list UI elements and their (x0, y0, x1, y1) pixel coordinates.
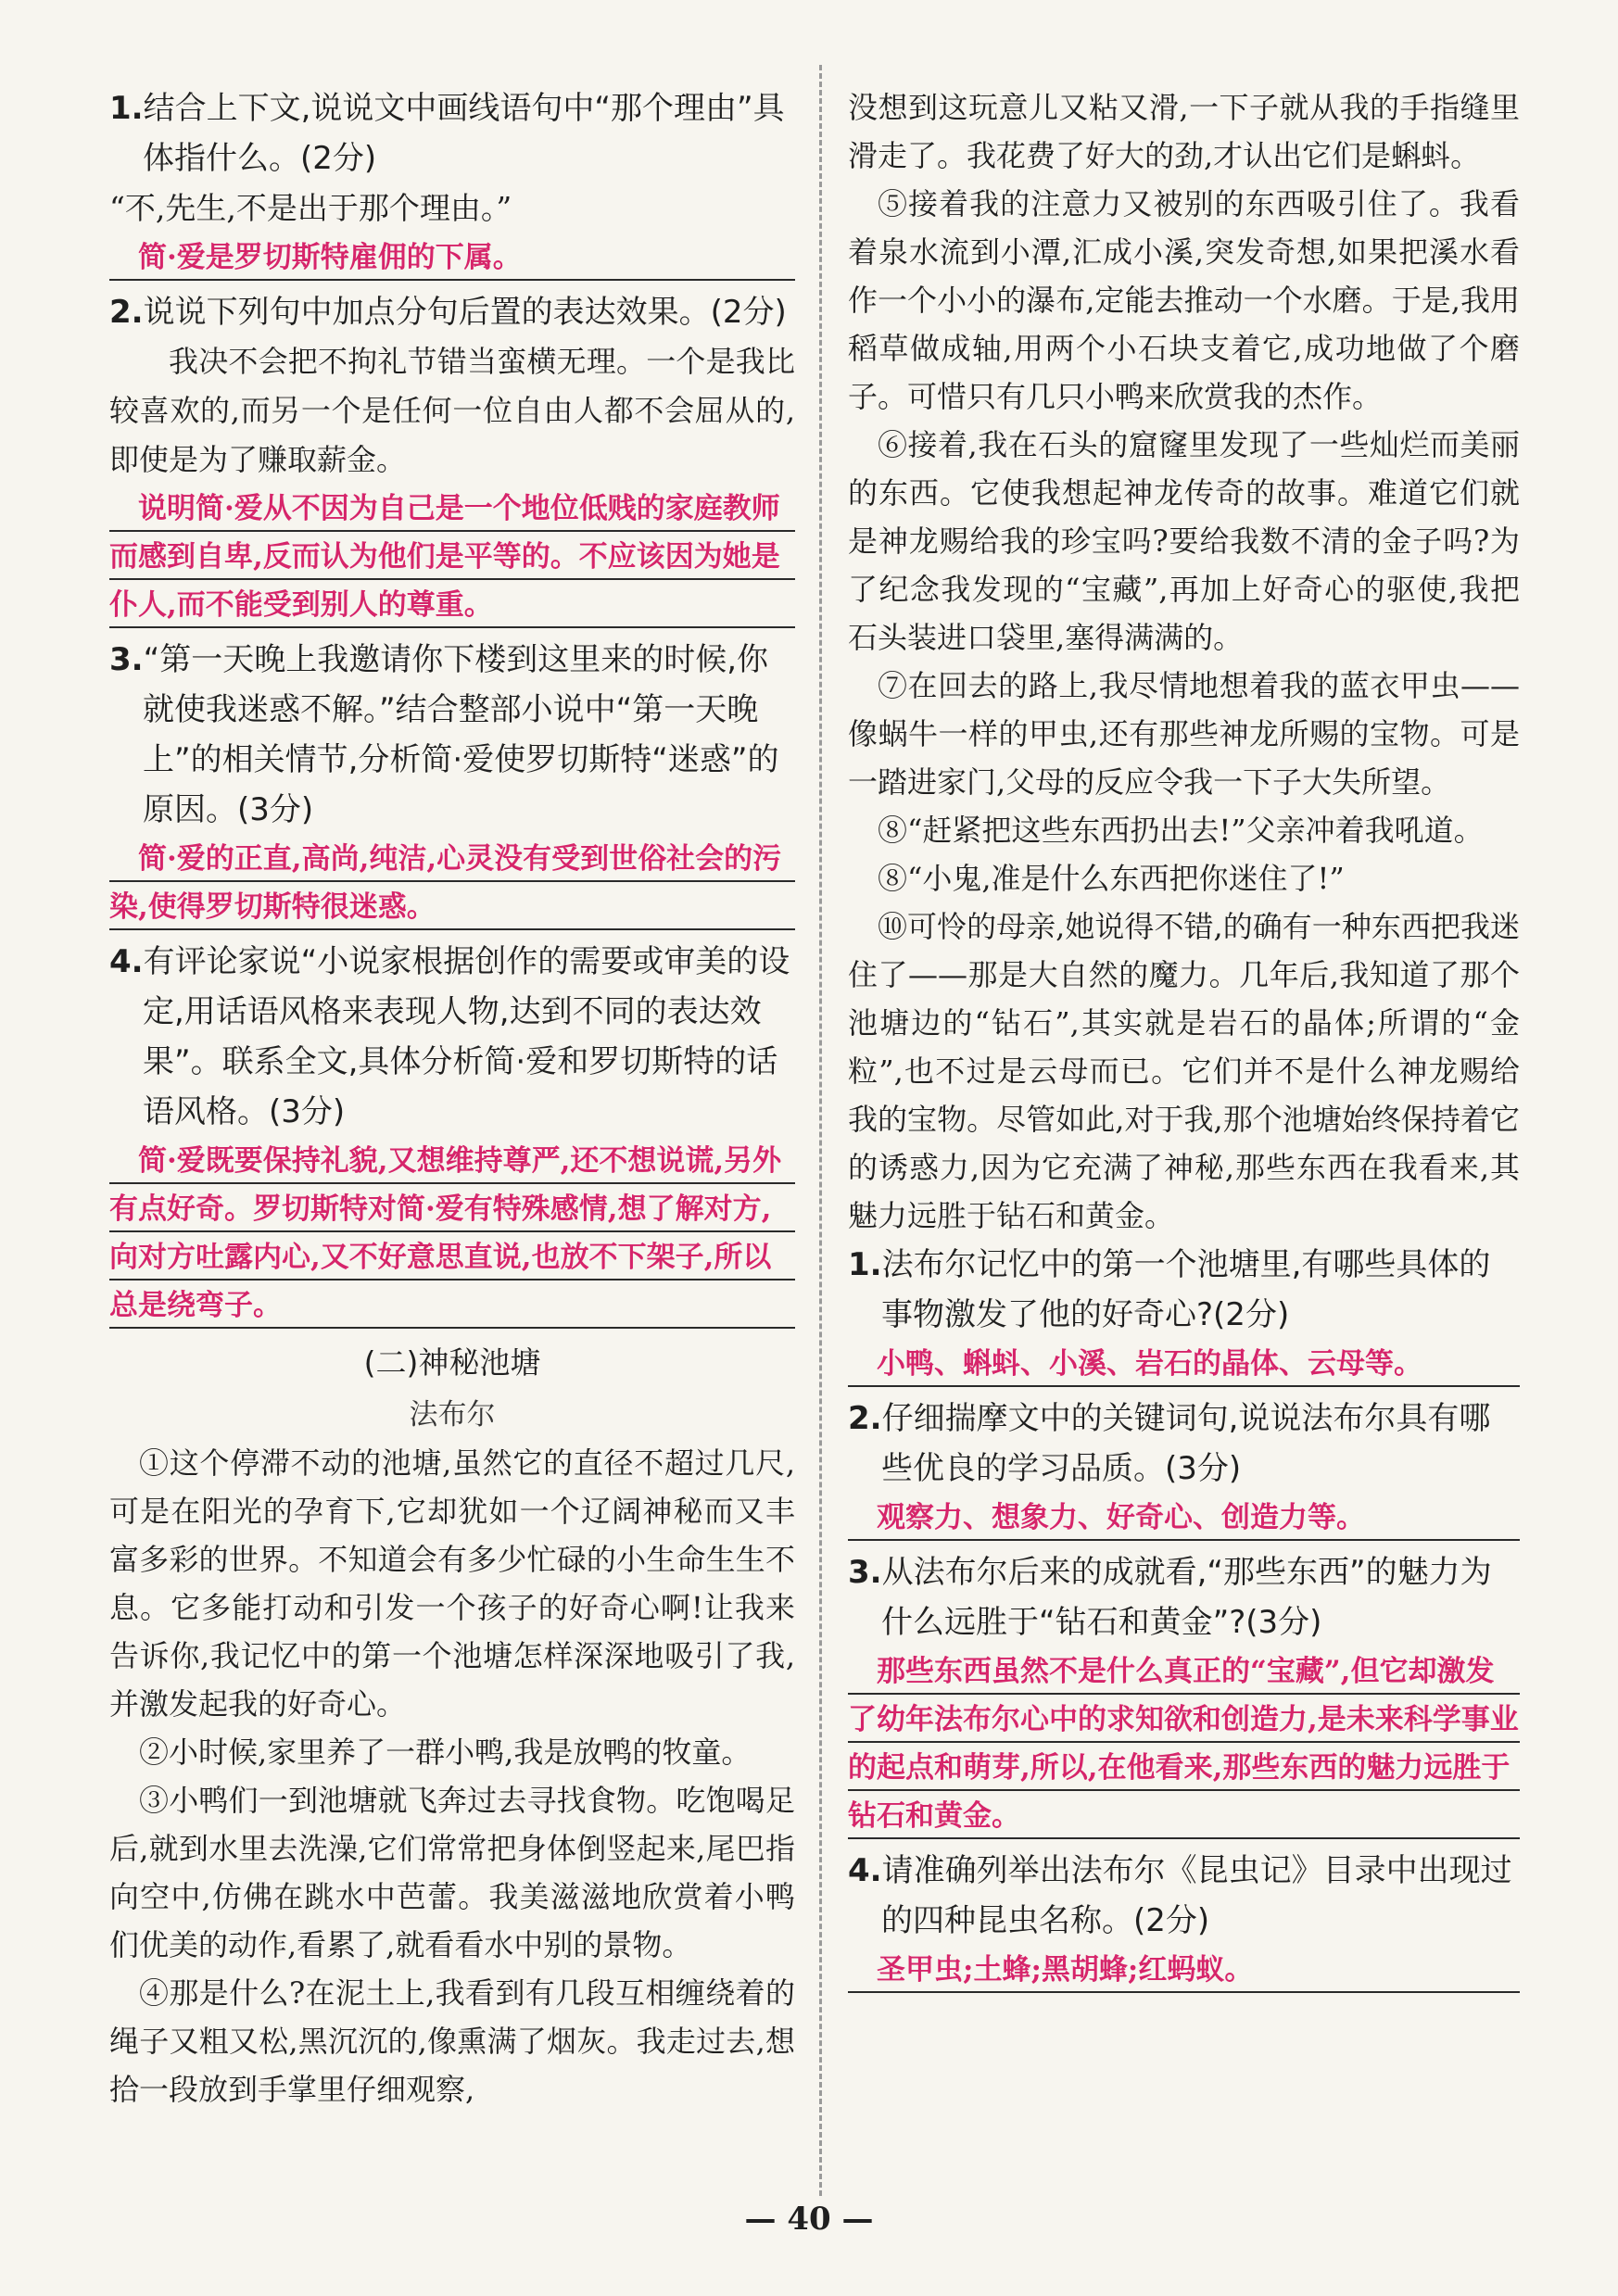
passage-paragraph: ⑧“小鬼,准是什么东西把你迷住了!” (878, 861, 1345, 896)
right-column (848, 83, 1520, 2000)
answer-text: 观察力、想象力、好奇心、创造力等。 (848, 1494, 1520, 1542)
passage-paragraph: ⑦在回去的路上,我尽情地想着我的蓝衣甲虫——像蜗牛一样的甲虫,还有那些神龙所赐的宝物。可是一踏进家门,父母的反应令我一下子大失所望。 (848, 668, 1520, 800)
question-3 (109, 635, 795, 931)
question-number: 2. (109, 294, 144, 331)
passage-paragraph: ③小鸭们一到池塘就飞奔过去寻找食物。吃饱喝足后,就到水里去洗澡,它们常常把身体倒竖起来,尾巴指向空中,仿佛在跳水中芭蕾。我美滋滋地欣赏着小鸭们优美的动作,看累了,就看看水中别的景物。 (109, 1783, 795, 1962)
section-title: (二)神秘池塘 (363, 1344, 541, 1381)
question-number: 1. (109, 90, 144, 127)
left-column (109, 83, 795, 2113)
question-text: “第一天晚上我邀请你下楼到这里来的时候,你就使我迷惑不解。”结合整部小说中“第一天晚上”的相关情节,分析简·爱使罗切斯特“迷惑”的原因。(3分) (143, 641, 779, 828)
question-number: 3. (109, 641, 144, 678)
passage-paragraph: ⑩可怜的母亲,她说得不错,的确有一种东西把我迷住了——那是大自然的魔力。几年后,我知道了那个池塘边的“钻石”,其实就是岩石的晶体;所谓的“金粒”,也不过是云母而已。它们并不是什么神龙赐给我的宝物。尽管如此,对于我,那个池塘始终保持着它的诱惑力,因为它充满了神秘,那些东西在我看来,其魅力远胜于钻石和黄金。 (848, 909, 1520, 1233)
question-text: 请准确列举出法布尔《昆虫记》目录中出现过的四种昆虫名称。(2分) (881, 1852, 1512, 1939)
passage-paragraph: ⑥接着,我在石头的窟窿里发现了一些灿烂而美丽的东西。它使我想起神龙传奇的故事。难道它们就是神龙赐给我的珍宝吗?要给我数不清的金子吗?为了纪念我发现的“宝藏”,再加上好奇心的驱使,我把石头装进口袋里,塞得满满的。 (848, 427, 1520, 655)
question-number: 4. (848, 1852, 882, 1889)
author-name: 法布尔 (409, 1398, 496, 1432)
answer-text: 简·爱既要保持礼貌,又想维持尊严,还不想说谎,另外有点好奇。罗切斯特对简·爱有特殊感情,想了解对方,向对方吐露内心,又不好意思直说,也放不下架子,所以总是绕弯子。 (109, 1137, 795, 1330)
question-1 (109, 83, 795, 282)
question-number: 3. (848, 1554, 882, 1591)
question-4 (109, 937, 795, 1330)
question-text: 结合上下文,说说文中画线语句中“那个理由”具体指什么。(2分) (143, 90, 785, 177)
passage-paragraph: ⑧“赶紧把这些东西扔出去!”父亲冲着我吼道。 (878, 813, 1484, 848)
answer-text: 那些东西虽然不是什么真正的“宝藏”,但它却激发了幼年法布尔心中的求知欲和创造力,是未来科学事业的起点和萌芽,所以,在他看来,那些东西的魅力远胜于钻石和黄金。 (848, 1647, 1520, 1840)
question-text: 仔细揣摩文中的关键词句,说说法布尔具有哪些优良的学习品质。(3分) (881, 1400, 1491, 1487)
question-2 (848, 1394, 1520, 1542)
question-text: 有评论家说“小说家根据创作的需要或审美的设定,用话语风格来表现人物,达到不同的表达效果”。联系全文,具体分析简·爱和罗切斯特的话语风格。(3分) (143, 943, 790, 1130)
answer-text: 简·爱的正直,高尚,纯洁,心灵没有受到世俗社会的污染,使得罗切斯特很迷惑。 (109, 835, 795, 931)
column-divider (819, 65, 822, 2196)
passage-paragraph: ②小时候,家里养了一群小鸭,我是放鸭的牧童。 (139, 1735, 752, 1770)
question-1 (848, 1240, 1520, 1388)
question-4 (848, 1846, 1520, 1994)
quoted-sentence: “不,先生,不是出于那个理由。” (109, 190, 512, 226)
question-number: 1. (848, 1246, 882, 1283)
answer-text: 简·爱是罗切斯特雇佣的下属。 (109, 233, 795, 282)
question-text: 说说下列句中加点分句后置的表达效果。(2分) (143, 294, 787, 331)
quoted-sentence: 我决不会把不拘礼节错当蛮横无理。一个是我比较喜欢的,而另一个是任何一位自由人都不会屈从的,即使是为了赚取薪金。 (109, 344, 795, 477)
passage-paragraph: ①这个停滞不动的池塘,虽然它的直径不超过几尺,可是在阳光的孕育下,它却犹如一个辽阔神秘而又丰富多彩的世界。不知道会有多少忙碌的小生命生生不息。它多能打动和引发一个孩子的好奇心啊!让我来告诉你,我记忆中的第一个池塘怎样深深地吸引了我,并激发起我的好奇心。 (109, 1445, 795, 1722)
passage-paragraph: ⑤接着我的注意力又被别的东西吸引住了。我看着泉水流到小潭,汇成小溪,突发奇想,如果把溪水看作一个小小的瀑布,定能去推动一个水磨。于是,我用稻草做成轴,用两个小石块支着它,成功地做了个磨子。可惜只有几只小鸭来欣赏我的杰作。 (848, 186, 1520, 414)
page-number: — 40 — (744, 2201, 874, 2238)
answer-text: 圣甲虫;土蜂;黑胡蜂;红蚂蚁。 (848, 1946, 1520, 1994)
question-number: 2. (848, 1400, 882, 1437)
question-text: 从法布尔后来的成就看,“那些东西”的魅力为什么远胜于“钻石和黄金”?(3分) (881, 1554, 1492, 1641)
question-text: 法布尔记忆中的第一个池塘里,有哪些具体的事物激发了他的好奇心?(2分) (881, 1246, 1491, 1333)
question-3 (848, 1547, 1520, 1840)
answer-text: 小鸭、蝌蚪、小溪、岩石的晶体、云母等。 (848, 1340, 1520, 1388)
passage-paragraph: 没想到这玩意儿又粘又滑,一下子就从我的手指缝里滑走了。我花费了好大的劲,才认出它们是蝌蚪。 (848, 90, 1520, 173)
question-number: 4. (109, 943, 144, 980)
question-2 (109, 287, 795, 629)
passage-paragraph: ④那是什么?在泥土上,我看到有几段互相缠绕着的绳子又粗又松,黑沉沉的,像熏满了烟灰。我走过去,想拾一段放到手掌里仔细观察, (109, 1975, 795, 2107)
answer-text: 说明简·爱从不因为自己是一个地位低贱的家庭教师而感到自卑,反而认为他们是平等的。不应该因为她是仆人,而不能受到别人的尊重。 (109, 485, 795, 629)
